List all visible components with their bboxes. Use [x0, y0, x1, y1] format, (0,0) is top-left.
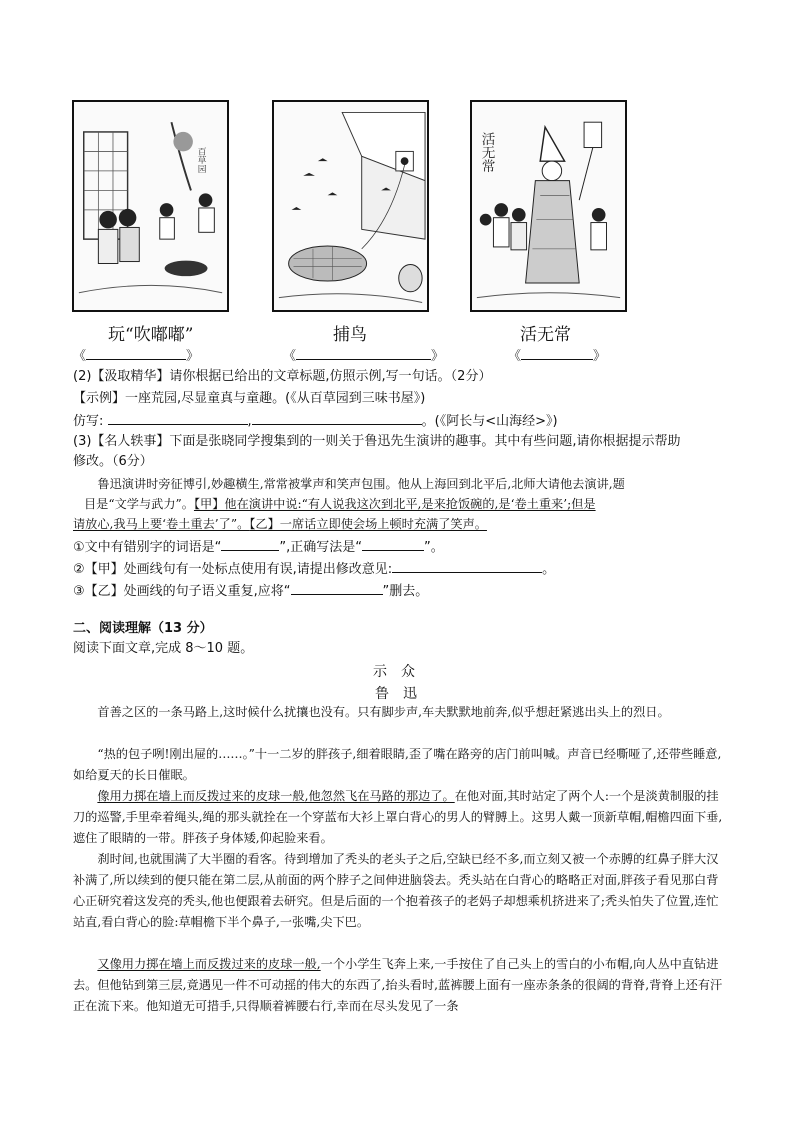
article-author: 鲁 迅 — [375, 686, 417, 702]
para-3-underline: 像用力掷在墙上而反拨过来的皮球一般,他忽然飞在马路的那边了。 — [97, 789, 455, 803]
illustration-2 — [272, 100, 429, 312]
q3-item-3: ③【乙】处画线的句子语义重复,应将“ ”删去。 — [73, 581, 428, 601]
caption-3: 活无常 — [520, 325, 571, 345]
article-para-4: 刹时间,也就围满了大半圈的看客。待到增加了秃头的老头子之后,空缺已经不多,而立刻又被一个赤膊的红鼻子胖大汉补满了,所以续到的便只能在第二层,从前面的两个脖子之间伸进脑袋去。秃头站在白背心的略略正对面,胖孩子看见那白背心正研究着这发亮的秃头,他也便跟着去研究。但是后面的一个抱着孩子的老妈子却想乘机挤进来了;秃头怕失了位置,连忙站直,看白背心的脸:草帽檐下半个鼻子,一张嘴,尖下巴。 — [73, 852, 719, 929]
punctuation-blank[interactable] — [392, 559, 542, 573]
wuchang-ghost-illustration — [472, 102, 625, 310]
illustration-3 — [470, 100, 627, 312]
caption-1: 玩“吹嘟嘟” — [108, 325, 194, 345]
q3-passage-line-2: 目是“文学与武力”。【甲】他在演讲中说:“有人说我这次到北平,是来抢饭碗的,是‘卷土重来’;但是 — [83, 497, 596, 511]
redundant-blank[interactable] — [291, 581, 383, 595]
illustration-1 — [72, 100, 229, 312]
article-title: 示 众 — [373, 664, 415, 680]
title-blank-1[interactable] — [86, 346, 186, 360]
title-blank-3[interactable] — [521, 346, 593, 360]
title-blank-row-3: 《 》 — [508, 346, 606, 366]
imitate-blank-1[interactable] — [108, 411, 248, 425]
q3-item-2: ②【甲】处画线句有一处标点使用有误,请提出修改意见: 。 — [73, 559, 555, 579]
q2-example: 【示例】一座荒园,尽显童真与童趣。(《从百草园到三味书屋》) — [73, 391, 426, 406]
children-playing-illustration — [74, 102, 227, 310]
bird-trap-illustration — [274, 102, 427, 310]
svg-text:活无常: 活无常 — [478, 131, 495, 173]
svg-text:百草园: 百草园 — [195, 146, 206, 173]
jia-underline: 【甲】他在演讲中说:“有人说我这次到北平,是来抢饭碗的,是‘卷土重来’;但是 — [193, 497, 596, 511]
q2-imitate: 仿写: , 。(《阿长与<山海经>》) — [73, 411, 558, 431]
para-5-underline: 又像用力掷在墙上而反拨过来的皮球一般, — [97, 957, 321, 971]
q3-passage-line-3: 请放心,我马上要‘卷土重去’了”。【乙】一席话立即使会场上顿时充满了笑声。 — [73, 517, 487, 531]
article-para-5: 又像用力掷在墙上而反拨过来的皮球一般,一个小学生飞奔上来,一手按住了自己头上的雪白的小布帽,向人丛中直钻进去。但他钻到第三层,竟遇见一件不可动摇的伟大的东西了,抬头看时,蓝裤腰上面有一座赤条条的很阔的背脊,背脊上还有汗正在流下来。他知道无可措手,只得顺着裤腰右行,幸而在尽头发见了一条 — [73, 957, 723, 1013]
q3-heading-2: 修改。（6分） — [73, 454, 153, 469]
yi-underline: 【乙】一席话立即使会场上顿时充满了笑声。 — [249, 517, 487, 531]
section2-instruction: 阅读下面文章,完成 8～10 题。 — [73, 641, 254, 656]
caption-2: 捕鸟 — [333, 325, 367, 345]
title-blank-2[interactable] — [296, 346, 431, 360]
article-para-1: 首善之区的一条马路上,这时候什么扰攘也没有。只有脚步声,车夫默默地前奔,似乎想赶紧逃出头上的烈日。 — [97, 705, 670, 719]
typo-blank-2[interactable] — [362, 537, 424, 551]
imitate-blank-2[interactable] — [252, 411, 422, 425]
article-para-2: “热的包子咧!刚出屉的……。”十一二岁的胖孩子,细着眼睛,歪了嘴在路旁的店门前叫喊。声音已经嘶哑了,还带些睡意,如给夏天的长日催眠。 — [73, 747, 722, 782]
section2-heading: 二、阅读理解（13 分） — [73, 621, 213, 636]
q3-passage: 鲁迅演讲时旁征博引,妙趣横生,常常被掌声和笑声包围。他从上海回到北平后,北师大请他去演讲,题 — [97, 477, 625, 491]
q3-item-1: ①文中有错别字的词语是“ ”,正确写法是“ ”。 — [73, 537, 444, 557]
q2-heading: (2)【汲取精华】请你根据已给出的文章标题,仿照示例,写一句话。（2分） — [73, 369, 492, 384]
article-para-3: 像用力掷在墙上而反拨过来的皮球一般,他忽然飞在马路的那边了。在他对面,其时站定了两个人:一个是淡黄制服的挂刀的巡警,手里牵着绳头,绳的那头就拴在一个穿蓝布大衫上罩白背心的男人的臂膊上。这男人戴一顶新草帽,帽檐四面下垂,遮住了眼睛的一带。胖孩子身体矮,仰起脸来看。 — [73, 789, 723, 845]
q3-heading-1: (3)【名人轶事】下面是张晓同学搜集到的一则关于鲁迅先生演讲的趣事。其中有些问题,请你根据提示帮助 — [73, 434, 681, 449]
title-blank-row: 《 》 — [73, 346, 199, 366]
typo-blank-1[interactable] — [221, 537, 279, 551]
title-blank-row-2: 《 》 — [283, 346, 444, 366]
